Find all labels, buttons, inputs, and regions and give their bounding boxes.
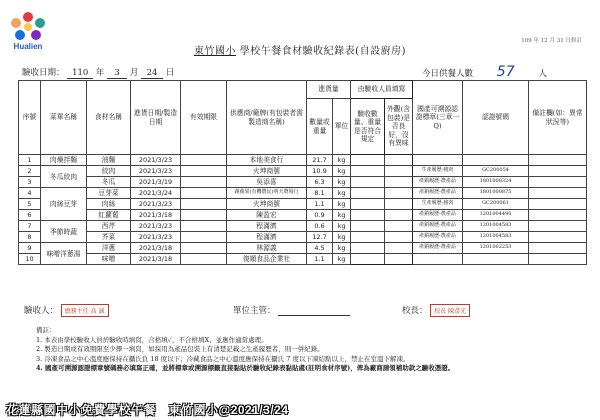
header-remarks: 備註欄(如：異常狀況等) [529, 81, 587, 155]
cell-dish: 肉絲豆芽 [41, 188, 87, 221]
cell-unit: kg [333, 155, 351, 166]
revision-date: 109 年 12 月 31 日修訂 [521, 38, 582, 44]
header-item: 食材名稱 [87, 81, 131, 155]
cell-check-look[interactable] [385, 155, 413, 166]
cell-unit: kg [333, 210, 351, 221]
date-year[interactable]: 110 [67, 68, 93, 79]
cell-check-qty[interactable] [351, 243, 385, 254]
date-day[interactable]: 24 [141, 68, 163, 79]
inspection-table [18, 80, 587, 265]
cell-check-qty[interactable] [351, 232, 385, 243]
cell-remarks[interactable] [529, 210, 587, 221]
cell-item: 肉絲 [87, 199, 131, 210]
cell-traceable: 產銷履歷-農產品 [413, 210, 463, 221]
header-dish: 菜單名稱 [41, 81, 87, 155]
cell-remarks[interactable] [529, 155, 587, 166]
meal-count [422, 64, 547, 81]
cell-item: 西芹 [87, 221, 131, 232]
cell-date: 2021/3/23 [131, 155, 181, 166]
cell-cert-no: GC200054 [463, 166, 529, 177]
cell-item: 冬瓜 [87, 177, 131, 188]
cell-vendor: 林源義 [227, 243, 307, 254]
header-check-qty: 驗收數量、重量是否符合規定 [351, 99, 385, 155]
notes-head: 備註： [36, 326, 56, 334]
cell-cert-no: 1801008324 [463, 177, 529, 188]
cell-date: 2021/3/23 [131, 232, 181, 243]
table-row [19, 221, 587, 232]
cell-item: 芥菜 [87, 232, 131, 243]
cell-traceable: 生產履歷-豬肉 [413, 199, 463, 210]
cell-dish: 冬瓜絞肉 [41, 166, 87, 188]
cell-cert-no: 1201004583 [463, 221, 529, 232]
cell-traceable: 產銷履歷-農產品 [413, 243, 463, 254]
cell-seq: 9 [19, 243, 41, 254]
cell-seq: 2 [19, 166, 41, 177]
cell-remarks[interactable] [529, 243, 587, 254]
cell-expiry[interactable] [181, 155, 227, 166]
signature-row [18, 298, 586, 320]
cell-expiry[interactable] [181, 166, 227, 177]
notes-section [36, 326, 586, 373]
cell-vendor: 程滿濟 [227, 221, 307, 232]
cell-date: 2021/3/23 [131, 221, 181, 232]
cell-vendor: 謝蘋果(有機農民)明天農場行 [227, 188, 307, 199]
cell-remarks[interactable] [529, 166, 587, 177]
cell-item: 紅蘿蔔 [87, 210, 131, 221]
cell-traceable: 產銷履歷-農產品 [413, 232, 463, 243]
cell-expiry[interactable] [181, 188, 227, 199]
meal-count-unit: 人 [538, 69, 547, 79]
cell-cert-no [463, 254, 529, 265]
cell-expiry[interactable] [181, 232, 227, 243]
header-check-look: 外觀(含包裝)是否良好，沒有異味 [385, 99, 413, 155]
cell-dish: 季節時蔬 [41, 221, 87, 243]
cell-cert-no: 1201002253 [463, 243, 529, 254]
cell-item: 絞肉 [87, 166, 131, 177]
cell-check-qty[interactable] [351, 210, 385, 221]
header-traceable: 國產可溯源認證標章(三章一Q) [413, 81, 463, 155]
cell-seq: 3 [19, 177, 41, 188]
cell-unit: kg [333, 188, 351, 199]
cell-check-look[interactable] [385, 232, 413, 243]
cell-unit: kg [333, 166, 351, 177]
date-year-unit: 年 [95, 68, 105, 78]
cell-qty: 6.3 [307, 177, 333, 188]
cell-unit: kg [333, 243, 351, 254]
note-item: 4. 國產可溯源認證標章號碼務必填寫正確，並將標章或溯源標籤直接黏貼於驗收紀錄表黏貼處(註明食材序號)，俾為廠商請領補助款之驗收憑證。 [36, 363, 455, 372]
table-row [19, 177, 587, 188]
cell-traceable: 產銷履歷-農產品 [413, 221, 463, 232]
cell-seq: 10 [19, 254, 41, 265]
date-month-unit: 月 [129, 68, 139, 78]
cell-vendor: 火坤商號 [227, 199, 307, 210]
cell-traceable: 產銷履歷-農產品 [413, 188, 463, 199]
header-inbound: 進貨量 [307, 81, 351, 99]
cell-cert-no: GC200061 [463, 199, 529, 210]
cell-seq: 4 [19, 188, 41, 199]
cell-item: 油麵 [87, 155, 131, 166]
cell-traceable [413, 155, 463, 166]
cell-check-look[interactable] [385, 210, 413, 221]
cell-qty: 8.1 [307, 188, 333, 199]
cell-qty: 21.7 [307, 155, 333, 166]
cell-remarks[interactable] [529, 232, 587, 243]
inspector-signature [24, 304, 109, 317]
cell-qty: 0.6 [307, 221, 333, 232]
cell-unit: kg [333, 232, 351, 243]
cell-vendor: 吳添喜 [227, 177, 307, 188]
header-seq: 序號 [19, 81, 41, 155]
date-label: 驗收日期： [22, 68, 65, 78]
table-row [19, 232, 587, 243]
cell-date: 2021/3/23 [131, 166, 181, 177]
cell-cert-no: 1201004490 [463, 210, 529, 221]
page-title [0, 42, 600, 57]
table-row [19, 199, 587, 210]
cell-vendor: 程滿濟 [227, 232, 307, 243]
cell-remarks[interactable] [529, 188, 587, 199]
cell-check-qty[interactable] [351, 177, 385, 188]
cell-check-qty[interactable] [351, 166, 385, 177]
unit-head-signature [233, 304, 350, 316]
table-row [19, 254, 587, 265]
cell-item: 味噌 [87, 254, 131, 265]
principal-label: 校長： [402, 306, 428, 316]
cell-remarks[interactable] [529, 177, 587, 188]
inspection-date [22, 66, 174, 79]
cell-vendor: 陳盈宏 [227, 210, 307, 221]
cell-cert-no: 1201004583 [463, 232, 529, 243]
date-day-unit: 日 [165, 68, 175, 78]
cell-cert-no [463, 155, 529, 166]
header-vendor: 供應商/廠牌(有包裝者需製造商名稱) [227, 81, 307, 155]
logo-text: Hualien [13, 42, 43, 51]
cell-expiry[interactable] [181, 210, 227, 221]
cell-date: 2021/3/18 [131, 210, 181, 221]
cell-remarks[interactable] [529, 221, 587, 232]
cell-check-look[interactable] [385, 188, 413, 199]
cell-check-look[interactable] [385, 199, 413, 210]
cell-date: 2021/3/19 [131, 177, 181, 188]
cell-qty: 1.1 [307, 199, 333, 210]
cell-vendor: 復順食品企業社 [227, 254, 307, 265]
cell-seq: 6 [19, 210, 41, 221]
inspector-label: 驗收人： [24, 306, 59, 316]
cell-check-qty[interactable] [351, 221, 385, 232]
cell-check-qty[interactable] [351, 155, 385, 166]
cell-traceable [413, 254, 463, 265]
document-title: 學校午餐食材驗收紀錄表(自設廚房) [239, 46, 406, 57]
table-row [19, 155, 587, 166]
cell-unit: kg [333, 221, 351, 232]
school-name: 東竹國小 [194, 46, 236, 57]
table-row [19, 243, 587, 254]
note-item: 2. 製造日期或有效期限至少擇一填寫，如採用為產品包裝上有清楚記載之生產履歷者，則一併紀錄。 [36, 345, 324, 354]
cell-dish: 味噌洋蔥湯 [41, 243, 87, 265]
header-inspector: 由驗收人員填寫 [351, 81, 413, 99]
principal-seal: 校長 陳彥光 [430, 304, 470, 317]
cell-vendor: 火坤商號 [227, 166, 307, 177]
cell-date: 2021/3/18 [131, 254, 181, 265]
cell-check-look[interactable] [385, 254, 413, 265]
cell-remarks[interactable] [529, 254, 587, 265]
note-item: 3. 冷凍食品之中心溫度應保持在攝氏負 18 度以下；冷藏食品之中心溫度應保持在攝氏 7 度以下凍結點以上，禁止在室溫下解凍。 [36, 354, 410, 363]
cell-cert-no: 1801000875 [463, 188, 529, 199]
cell-dish: 肉燥拌麵 [41, 155, 87, 166]
cell-check-qty[interactable] [351, 199, 385, 210]
table-row [19, 166, 587, 177]
header-date: 進貨日期/製造日期 [131, 81, 181, 155]
unit-head-line[interactable] [278, 306, 350, 316]
cell-qty: 0.9 [307, 210, 333, 221]
cell-seq: 7 [19, 221, 41, 232]
cell-check-look[interactable] [385, 177, 413, 188]
cell-qty: 4.5 [307, 243, 333, 254]
cell-unit: kg [333, 254, 351, 265]
table-row [19, 188, 587, 199]
cell-traceable: 生產履歷-豬肉 [413, 166, 463, 177]
inspector-seal: 總務主任 高 誠 [61, 304, 109, 317]
meal-count-label: 今日供餐人數 [422, 69, 474, 79]
cell-check-look[interactable] [385, 221, 413, 232]
date-month[interactable]: 3 [107, 68, 127, 79]
footer-caption: 花蓮縣國中小免費學校午餐 東竹國小@2021/3/24 [6, 403, 289, 417]
cell-seq: 5 [19, 199, 41, 210]
cell-qty: 1.1 [307, 254, 333, 265]
cell-unit: kg [333, 177, 351, 188]
cell-qty: 10.9 [307, 166, 333, 177]
cell-date: 2021/3/23 [131, 199, 181, 210]
cell-traceable: 產銷履歷-農產品 [413, 177, 463, 188]
cell-item: 洋蔥 [87, 243, 131, 254]
cell-expiry[interactable] [181, 221, 227, 232]
cell-expiry[interactable] [181, 199, 227, 210]
cell-qty: 12.7 [307, 232, 333, 243]
cell-expiry[interactable] [181, 177, 227, 188]
note-item: 1. 本表由學校驗收人員於驗收時填寫，合格填✓，不合格填X，並應作適當處理。 [36, 336, 268, 345]
cell-seq: 8 [19, 232, 41, 243]
header-expiry: 有效期限 [181, 81, 227, 155]
header-qty: 數量或重量 [307, 99, 333, 155]
cell-expiry[interactable] [181, 243, 227, 254]
cell-seq: 1 [19, 155, 41, 166]
cell-date: 2021/3/24 [131, 188, 181, 199]
cell-check-qty[interactable] [351, 254, 385, 265]
unit-head-label: 單位主管： [233, 306, 276, 316]
cell-check-look[interactable] [385, 166, 413, 177]
table-row [19, 210, 587, 221]
cell-expiry[interactable] [181, 254, 227, 265]
cell-item: 豆芽菜 [87, 188, 131, 199]
principal-signature [402, 304, 470, 317]
cell-check-look[interactable] [385, 243, 413, 254]
header-cert-no: 認證號碼 [463, 81, 529, 155]
cell-unit: kg [333, 199, 351, 210]
cell-vendor: 本地美食行 [227, 155, 307, 166]
cell-check-qty[interactable] [351, 188, 385, 199]
cell-date: 2021/3/18 [131, 243, 181, 254]
meal-count-value[interactable]: 57 [476, 64, 536, 81]
cell-remarks[interactable] [529, 199, 587, 210]
header-unit: 單位 [333, 99, 351, 155]
